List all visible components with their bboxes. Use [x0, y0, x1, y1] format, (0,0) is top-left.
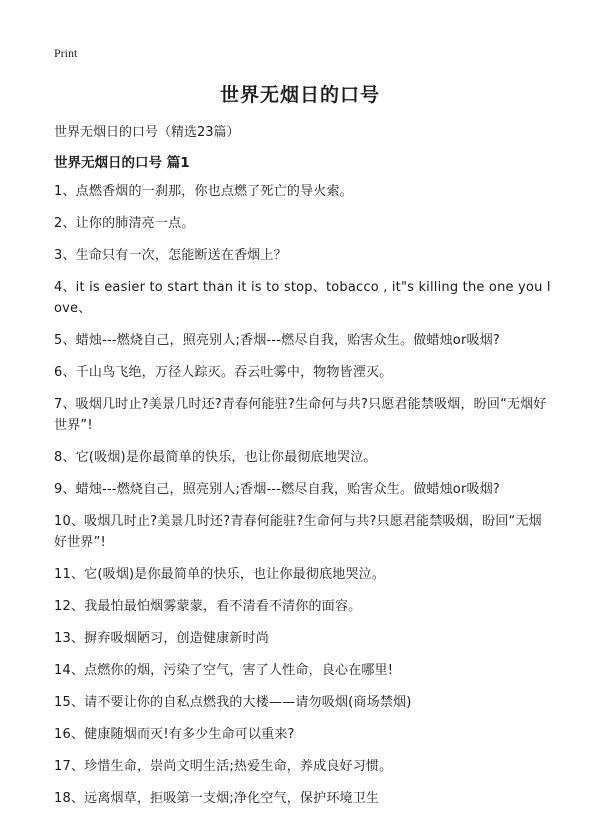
page-title: 世界无烟日的口号: [219, 84, 380, 106]
list-item: 9、蜡烛---燃烧自己，照亮别人;香烟---燃尽自我，贻害众生。做蜡烛or吸烟?: [54, 482, 500, 497]
list-item: 6、千山鸟飞绝，万径人踪灭。吞云吐雾中，物物皆湮灭。: [54, 365, 393, 380]
document-subtitle: 世界无烟日的口号（精选23篇）: [54, 125, 240, 140]
list-item: 16、健康随烟而灭!有多少生命可以重来?: [54, 727, 295, 742]
list-item: 18、远离烟草，拒吸第一支烟;净化空气，保护环境卫生: [54, 791, 380, 806]
list-item: 11、它(吸烟)是你最简单的快乐，也让你最彻底地哭泣。: [54, 567, 386, 582]
list-item: 7、吸烟几时止?美景几时还?青春何能驻?生命何与共?只愿君能禁吸烟，盼回“无烟好世界”!: [54, 397, 547, 433]
list-item: 3、生命只有一次，怎能断送在香烟上？: [54, 248, 287, 263]
list-item: 10、吸烟几时止?美景几时还?青春何能驻?生命何与共?只愿君能禁吸烟，盼回“无烟好世界”!: [54, 514, 542, 550]
list-item: 12、我最怕最怕烟雾蒙蒙，看不清看不清你的面容。: [54, 599, 362, 614]
print-label: Print: [54, 46, 78, 60]
list-item: 17、珍惜生命，崇尚文明生活;热爱生命，养成良好习惯。: [54, 759, 393, 774]
section-heading: 世界无烟日的口号 篇1: [54, 155, 190, 171]
list-item: 14、点燃你的烟，污染了空气，害了人性命，良心在哪里!: [54, 663, 394, 678]
list-item: 8、它(吸烟)是你最简单的快乐，也让你最彻底地哭泣。: [54, 450, 377, 465]
list-item: 1、点燃香烟的一刹那，你也点燃了死亡的导火索。: [54, 184, 353, 199]
list-item: 13、摒弃吸烟陋习，创造健康新时尚: [54, 631, 269, 646]
slogan-list: [54, 181, 554, 820]
list-item: 4、it is easier to start than it is to stop、tobacco , it"s killing the one you love、: [54, 280, 551, 316]
list-item: 5、蜡烛---燃烧自己，照亮别人;香烟---燃尽自我，贻害众生。做蜡烛or吸烟?: [54, 333, 500, 348]
list-item: 15、请不要让你的自私点燃我的大楼——请勿吸烟(商场禁烟): [54, 695, 412, 710]
list-item: 2、让你的肺清亮一点。: [54, 216, 195, 231]
